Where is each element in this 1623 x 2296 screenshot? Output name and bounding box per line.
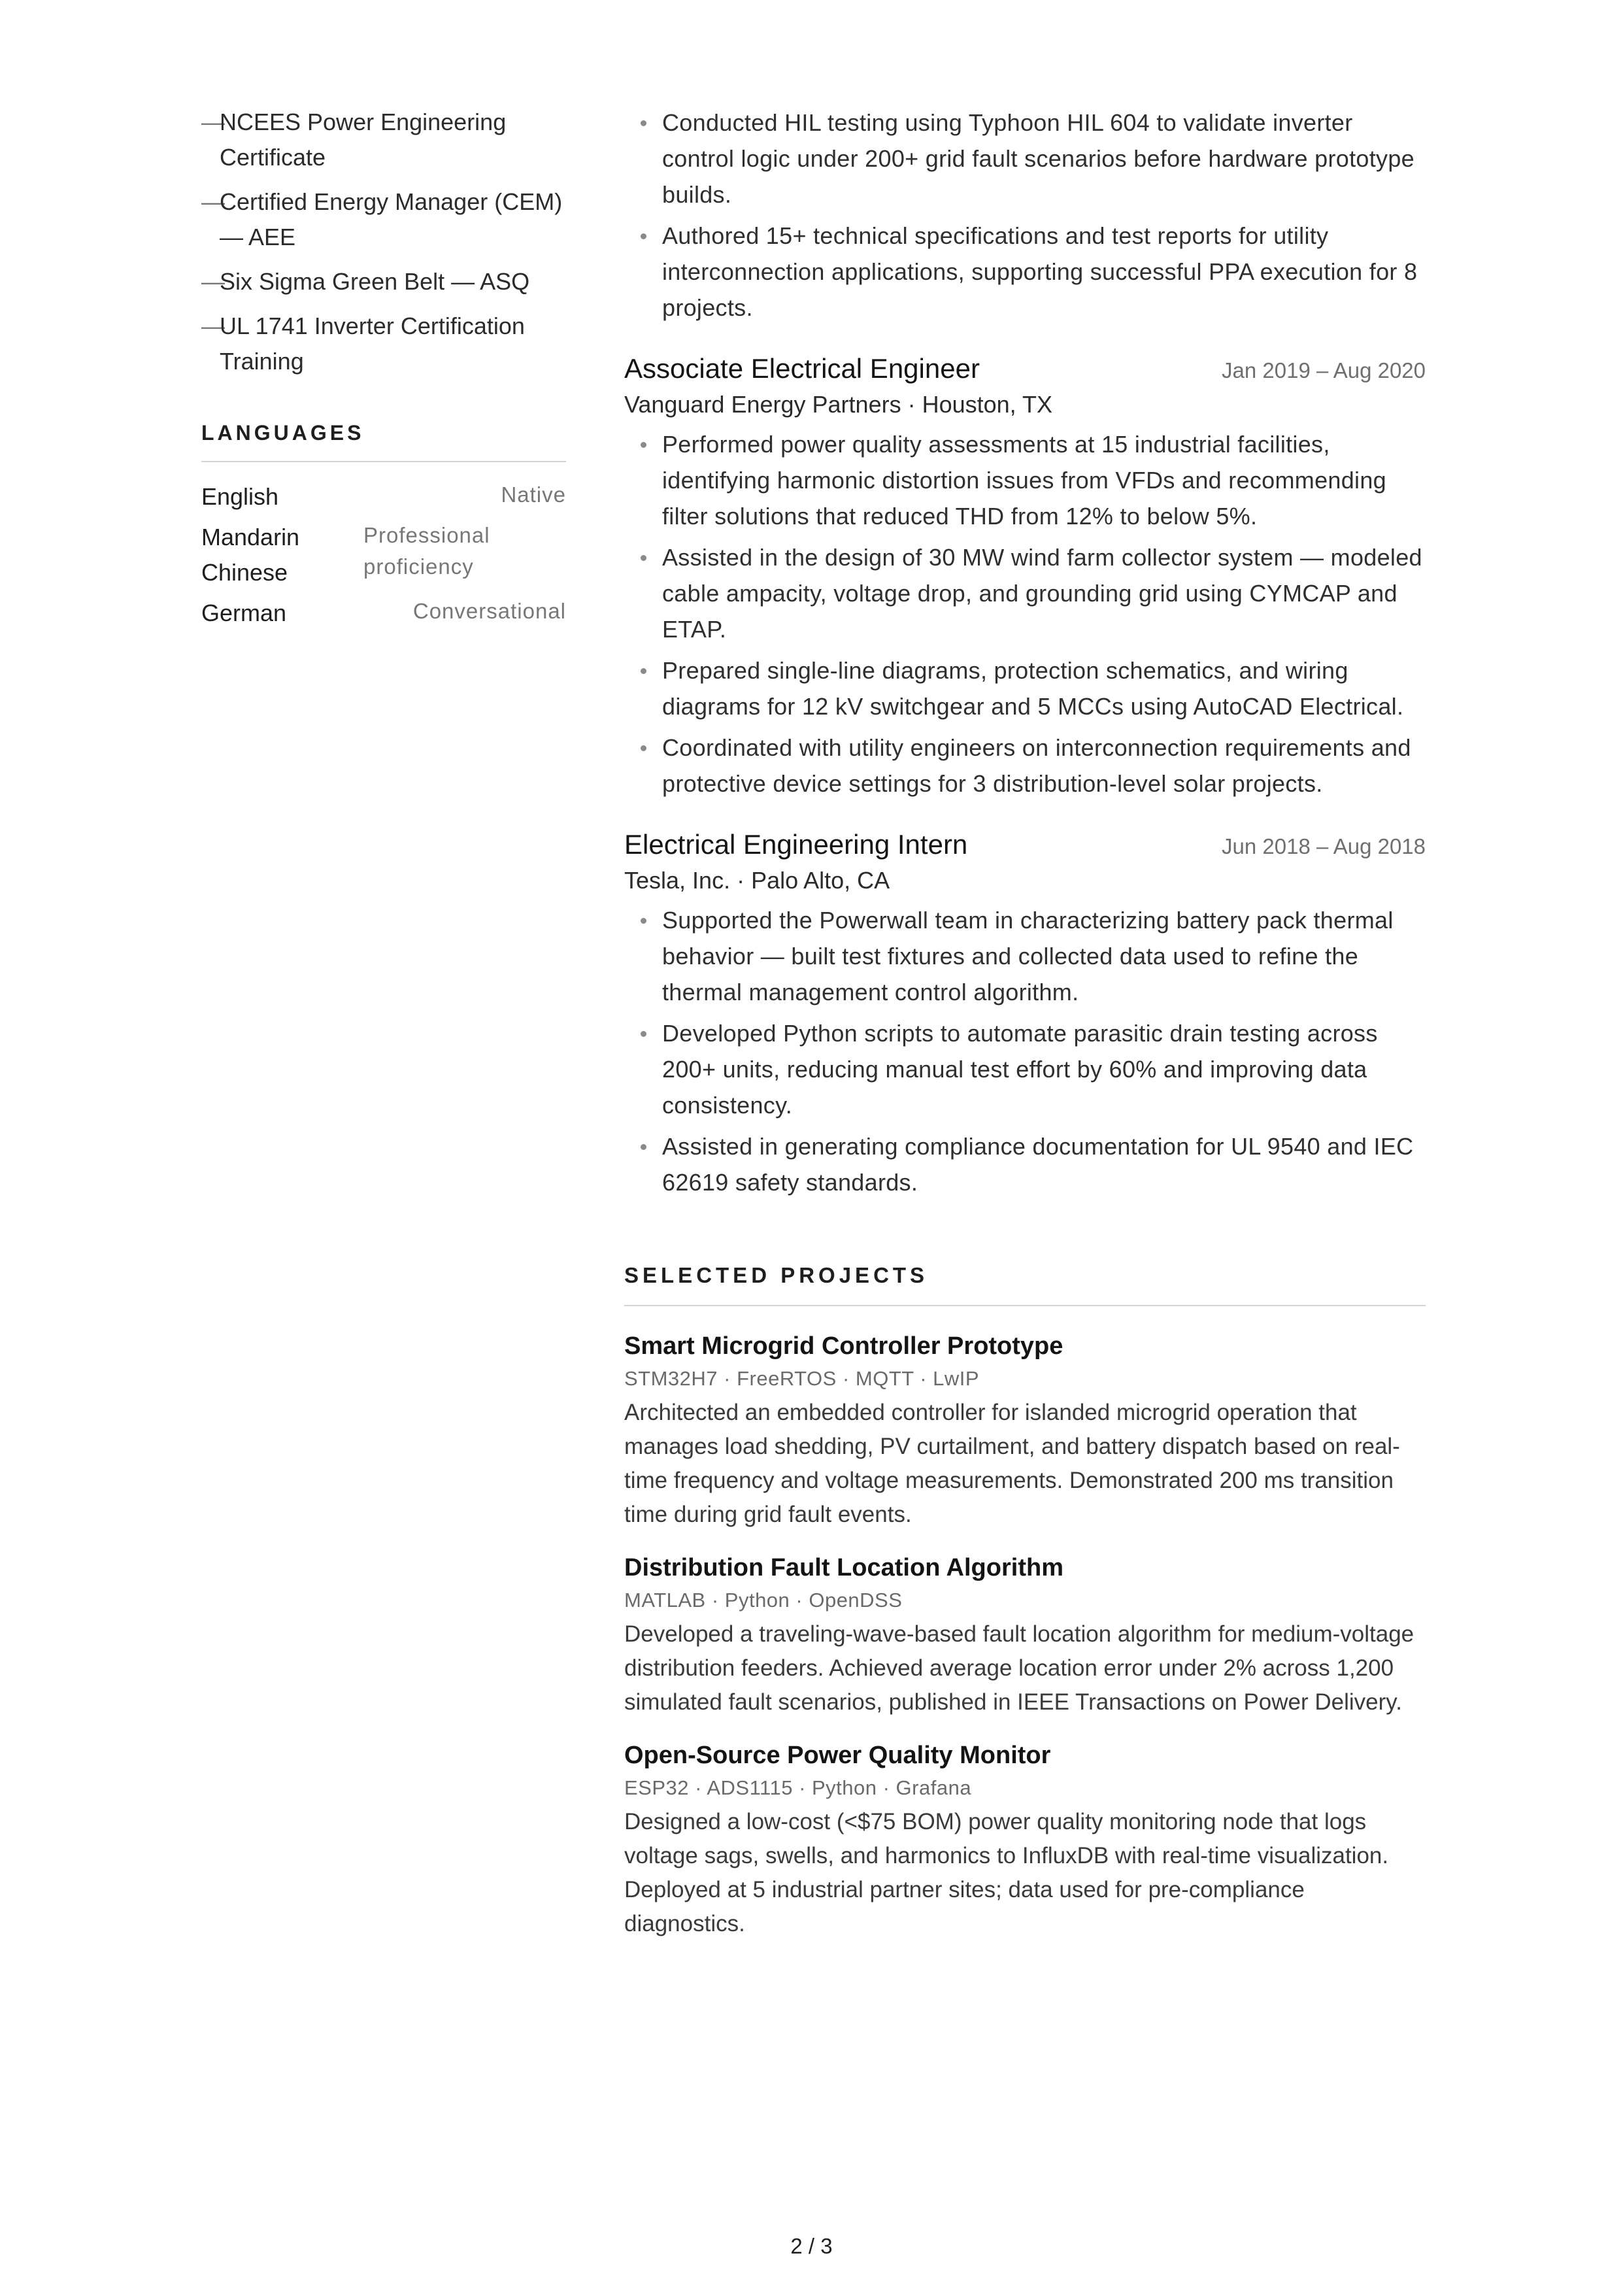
certifications-list	[201, 105, 566, 379]
projects-heading: SELECTED PROJECTS	[624, 1263, 1426, 1306]
job-entry	[624, 353, 1426, 802]
bullet-item: Coordinated with utility engineers on interconnection requirements and protective device settings for 3 distribution-level solar projects.	[624, 730, 1426, 802]
certification-item: — UL 1741 Inverter Certification Training	[201, 309, 566, 379]
languages-heading: LANGUAGES	[201, 421, 566, 462]
job-company: Vanguard Energy Partners · Houston, TX	[624, 391, 1053, 418]
certification-item: — Six Sigma Green Belt — ASQ	[201, 264, 566, 299]
job-dates: Jan 2019 – Aug 2020	[1222, 358, 1426, 382]
language-level: Native	[501, 482, 566, 507]
project-title: Distribution Fault Location Algorithm	[624, 1554, 1063, 1581]
dash-marker: —	[201, 188, 225, 215]
job-entry	[624, 829, 1426, 1200]
page-number: 2 / 3	[790, 2234, 833, 2258]
language-level: Conversational	[412, 599, 566, 623]
language-row	[201, 520, 566, 590]
certification-item: — NCEES Power Engineering Certificate	[201, 105, 566, 175]
bullet-item: Prepared single-line diagrams, protection schematics, and wiring diagrams for 12 kV switchgear and 5 MCCs using AutoCAD Electrical.	[624, 652, 1426, 724]
job-company: Tesla, Inc. · Palo Alto, CA	[624, 867, 890, 894]
project-description: Architected an embedded controller for islanded microgrid operation that manages load shedding, PV curtailment, and battery dispatch based on real-time frequency and voltage measurements. Demonstrated 200 ms transition time during grid fault events.	[624, 1400, 1400, 1527]
dash-marker: —	[201, 312, 225, 339]
project-title: Open-Source Power Quality Monitor	[624, 1742, 1051, 1769]
certification-item: — Certified Energy Manager (CEM) — AEE	[201, 184, 566, 255]
project-tech: ESP32 · ADS1115 · Python · Grafana	[624, 1776, 972, 1799]
dash-marker: —	[201, 268, 225, 295]
project-tech: STM32H7 · FreeRTOS · MQTT · LwIP	[624, 1367, 980, 1390]
project-entry	[624, 1332, 1426, 1532]
bullet-item: Assisted in generating compliance documentation for UL 9540 and IEC 62619 safety standards.	[624, 1128, 1426, 1200]
bullet-item: Conducted HIL testing using Typhoon HIL 604 to validate inverter control logic under 200+ grid fault scenarios before hardware prototype builds.	[624, 105, 1426, 212]
language-name: English	[201, 483, 279, 510]
job-bullets	[624, 902, 1426, 1200]
language-row	[201, 479, 566, 515]
sidebar	[201, 105, 566, 636]
language-level: Professional proficiency	[363, 523, 490, 579]
project-entry	[624, 1554, 1426, 1719]
bullet-item: Supported the Powerwall team in characterizing battery pack thermal behavior — built test fixtures and collected data used to refine the thermal management control algorithm.	[624, 902, 1426, 1010]
job-title: Associate Electrical Engineer	[624, 353, 980, 384]
project-title: Smart Microgrid Controller Prototype	[624, 1332, 1063, 1360]
language-name: Mandarin Chinese	[201, 524, 300, 586]
bullet-item: Performed power quality assessments at 15 industrial facilities, identifying harmonic distortion issues from VFDs and recommending filter solutions that reduced THD from 12% to below 5%.	[624, 426, 1426, 534]
dash-marker: —	[201, 109, 225, 135]
bullet-item: Developed Python scripts to automate parasitic drain testing across 200+ units, reducing manual test effort by 60% and improving data consistency.	[624, 1015, 1426, 1123]
project-description: Designed a low-cost (<$75 BOM) power quality monitoring node that logs voltage sags, swells, and harmonics to InfluxDB with real-time visualization. Deployed at 5 industrial partner sites; data used for pre-compliance diagnostics.	[624, 1809, 1389, 1936]
job-dates: Jun 2018 – Aug 2018	[1222, 834, 1426, 858]
project-entry	[624, 1742, 1426, 1941]
language-row	[201, 596, 566, 631]
experience-continued-bullets	[624, 105, 1426, 326]
main-column	[624, 105, 1426, 1941]
job-header	[624, 353, 1426, 384]
bullet-item: Authored 15+ technical specifications and test reports for utility interconnection applications, supporting successful PPA execution for 8 projects.	[624, 218, 1426, 326]
job-bullets	[624, 426, 1426, 802]
job-header	[624, 829, 1426, 860]
languages-list	[201, 479, 566, 631]
project-description: Developed a traveling-wave-based fault location algorithm for medium-voltage distribution feeders. Achieved average location error under 2% across 1,200 simulated fault scenarios, published in IEEE Transactions on Power Delivery.	[624, 1621, 1414, 1715]
bullet-item: Assisted in the design of 30 MW wind farm collector system — modeled cable ampacity, voltage drop, and grounding grid using CYMCAP and ETAP.	[624, 539, 1426, 647]
language-name: German	[201, 599, 287, 626]
project-tech: MATLAB · Python · OpenDSS	[624, 1589, 903, 1612]
job-title: Electrical Engineering Intern	[624, 829, 968, 860]
